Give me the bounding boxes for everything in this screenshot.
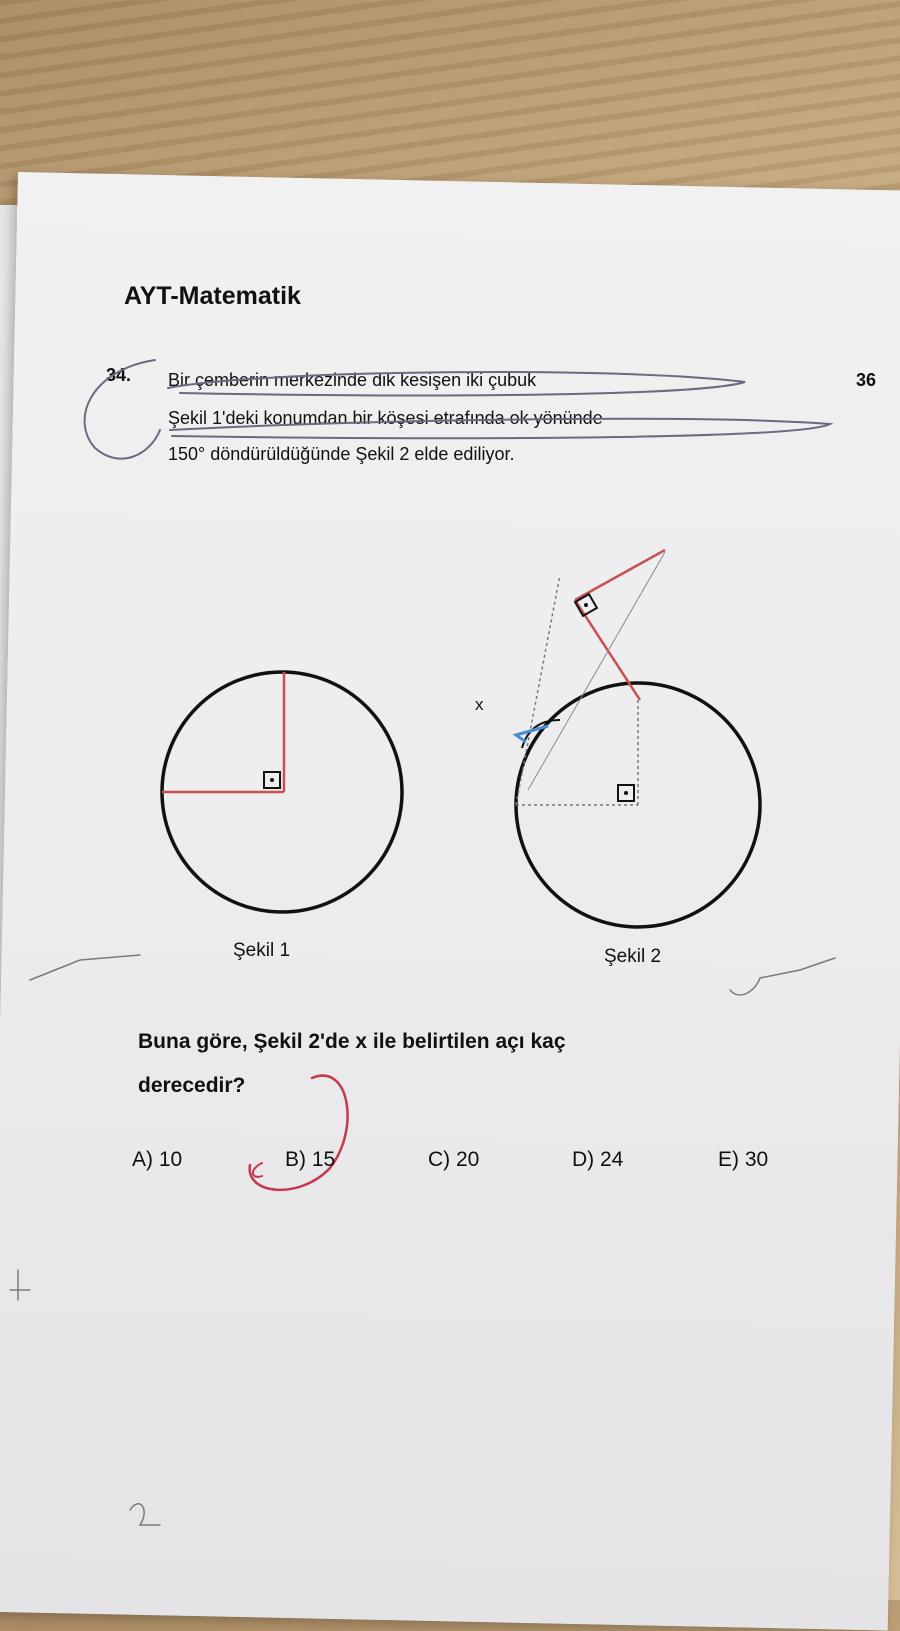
pencil-scribble-2 [730,958,835,995]
figure-1-right-angle-dot [270,778,274,782]
pencil-scribble-4 [30,955,140,980]
question-text-line-2: Şekil 1'deki konumdan bir köşesi etrafında ok yönünde [168,408,603,428]
angle-x-label: x [475,695,484,714]
page-number: 36 [856,370,877,390]
question-text-line-1: Bir çemberin merkezinde dik kesişen iki çubuk [168,370,537,390]
pen-annotations [85,360,830,1190]
question-text-line-3: 150° döndürüldüğünde Şekil 2 elde ediliyor. [168,444,515,464]
figure-2-rotation-arrow [516,726,548,742]
pen-underline-loop-1 [168,372,745,396]
option-e[interactable]: E) 30 [718,1148,769,1171]
pencil-scribble-1 [10,1270,30,1300]
option-b[interactable]: B) 15 [285,1148,336,1171]
option-a[interactable]: A) 10 [132,1148,183,1171]
pencil-scribble-3 [130,1504,160,1525]
figure-1-label: Şekil 1 [233,940,291,961]
pen-scribble-question-number [85,360,160,459]
question-number: 34. [106,365,132,385]
option-c[interactable]: C) 20 [428,1148,480,1171]
exam-title: AYT-Matematik [124,282,301,310]
question-prompt-line-1: Buna göre, Şekil 2'de x ile belirtilen açı kaç [138,1030,566,1053]
figure-2-right-angle-dot [624,791,628,795]
figure-1 [162,672,402,912]
question-prompt-line-2: derecedir? [138,1074,246,1097]
figure-2-rotated-right-angle-dot [584,603,588,607]
pen-circle-answer-b [250,1076,348,1190]
option-d[interactable]: D) 24 [572,1148,624,1171]
figure-2 [516,550,760,927]
pen-underline-loop-2 [170,419,830,438]
pen-circle-tail [253,1163,262,1177]
figure-2-label: Şekil 2 [604,946,662,967]
